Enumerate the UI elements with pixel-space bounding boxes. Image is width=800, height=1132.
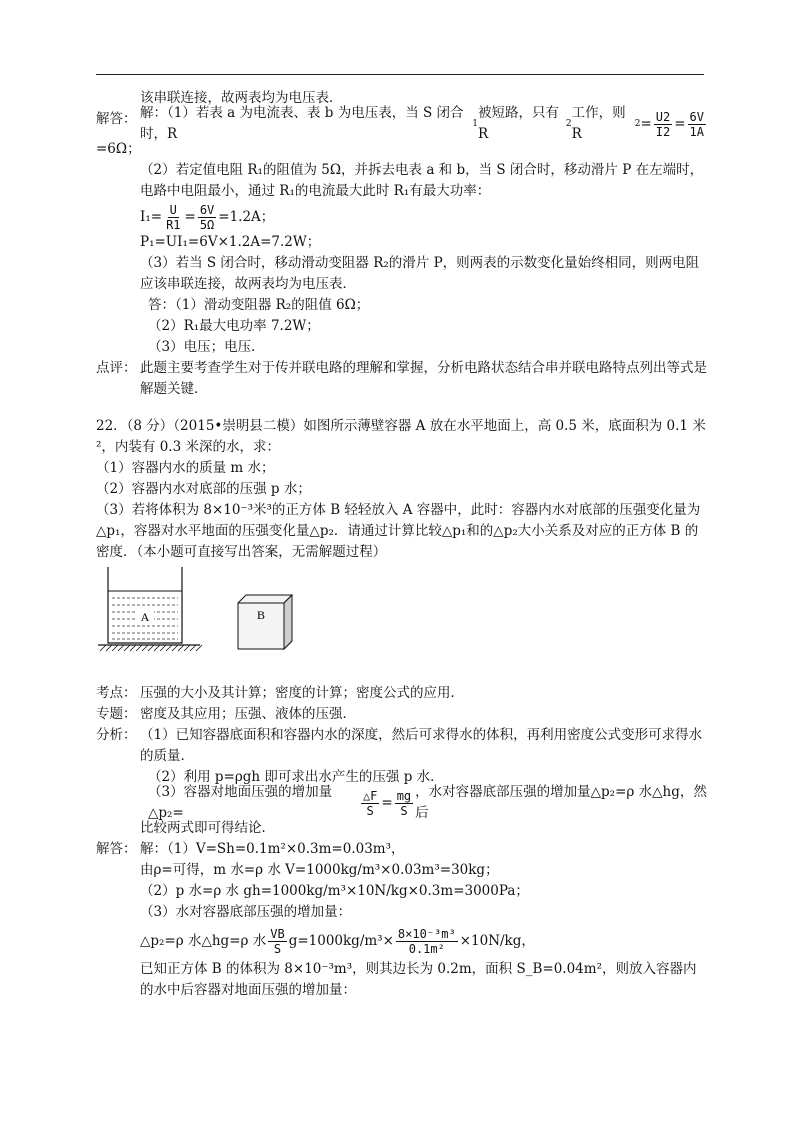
solution2-line-4: （3）水对容器底部压强的增加量： [140,904,352,920]
problem-q1: （1）容器内水的质量 m 水； [96,460,275,476]
fraction-6v-1a: $\frac{6V}{1A}$ [689,109,704,139]
fenxi-row: 分析： （1）已知容器底面积和容器内水的深度，然后可求得水的体积，再利用密度公式变形可求得水的质量． [96,727,703,764]
solution2-line-2: 由ρ=可得，m 水=ρ 水 V=1000kg/m³×0.03m³=30kg； [140,862,499,878]
problem-q2: （2）容器内水对底部的压强 p 水； [96,481,311,497]
solution-line-1: 解：（1）若表 a 为电流表、表 b 为电压表，当 S 闭合时，R 1 被短路，只有 R 2 工作，则 R 2 = $\frac{U2}{I2}$ = $\frac{6V}{1A}$ [140,105,704,142]
problem-q3: （3）若将体积为 8×10⁻³米³的正方体 B 轻轻放入 A 容器中，此时：容器内水对底部的压强变化量为△p₁，容器对水平地面的压强变化量△p₂．请通过计算比较△p₁和的△p₂大小关系及对应的正方体 B 的密度．（本小题可直接写出答案，无需解题过程） [96,502,701,560]
answer-3: （3）电压；电压． [148,339,265,355]
cube-b-label: B [257,608,266,622]
comment-section [96,358,708,400]
solution2-line-6: 已知正方体 B 的体积为 8×10⁻³m³，则其边长为 0.2m，面积 S_B=0.04m²，则放入容器内的水中后容器对地面压强的增加量： [140,961,697,998]
fraction-df-s: $\frac{\triangle F}{S}$ [362,788,378,818]
solution2-line-5: △p₂=ρ 水△hg=ρ 水 $\frac{VB}{S}$ g=1000kg/m³× $\frac{\text{8×10⁻³m³}}{\text{0.1m²}}$ ×10N/kg， [140,926,535,956]
solution-label: 解答： [96,111,137,127]
fraction-u-r1: $\frac{U}{R1}$ [166,202,181,232]
zhuanti-row: 专题： 密度及其应用；压强、液体的压强． [96,706,356,722]
fenxi-line-4: 比较两式即可得结论． [140,820,275,836]
fenxi-line-3: （3）容器对地面压强的增加量△p₂= $\frac{\triangle F}{S}$ = $\frac{mg}{S}$ ，水对容器底部压强的增加量△p₂=ρ 水△hg，然后 [148,784,707,821]
fraction-u2-i2: $\frac{U2}{I2}$ [655,109,671,139]
current-formula: I₁= $\frac{U}{R1}$ = $\frac{6V}{5\Omega}$ =1.2A； [140,202,275,232]
problem-stem: 22．（8 分）（2015•崇明县二模）如图所示薄壁容器 A 放在水平地面上，高 0.5 米，底面积为 0.1 米²，内装有 0.3 米深的水，求： [96,418,706,455]
document-body [96,88,708,1001]
comment-text: 此题主要考查学生对于传并联电路的理解和掌握，分析电路状态结合串并联电路特点列出等式是解题关键． [140,360,707,397]
answer-1: 答：（1）滑动变阻器 R₂的阻值 6Ω； [148,297,370,313]
comment-label: 点评： [96,360,137,376]
fraction-vb-s: $\frac{VB}{S}$ [270,926,285,956]
answer-2: （2）R₁最大电功率 7.2W； [148,318,320,334]
solution-line-3: （2）若定值电阻 R₁的阻值为 5Ω，并拆去电表 a 和 b，当 S 闭合时，移动滑片 P 在左端时，电路中电阻最小，通过 R₁的电流最大此时 R₁有最大功率： [140,162,704,199]
solution-line-2: =6Ω； [96,141,141,157]
fraction-8e-3-0.1: $\frac{\text{8×10⁻³m³}}{\text{0.1m²}}$ [397,926,456,956]
solution-line-4: （3）若当 S 闭合时，移动滑动变阻器 R₂的滑片 P，则两表的示数变化量始终相同，则两电阻应该串联连接，故两表均为电压表． [140,255,700,292]
kaodian-row: 考点： 压强的大小及其计算；密度的计算；密度公式的应用． [96,685,464,701]
fenxi-line-2: （2）利用 p=ρgh 即可求出水产生的压强 p 水． [148,769,444,785]
solution-section-2: 解答： 解：（1）V=Sh=0.1m²×0.3m=0.03m³， [96,841,405,857]
power-formula: P₁=UI₁=6V×1.2A=7.2W； [140,234,321,250]
problem-figure [96,563,708,683]
solution2-line-3: （2）p 水=ρ 水 gh=1000kg/m³×10N/kg×0.3m=3000Pa； [140,883,529,899]
fraction-mg-s: $\frac{mg}{S}$ [396,788,412,818]
header-rule [96,74,704,75]
fraction-6v-5ohm: $\frac{6V}{5\Omega}$ [199,202,215,232]
ground-hatch [98,645,202,651]
container-a [108,567,182,643]
container-diagram [96,563,396,673]
container-a-label: A [140,610,150,624]
cube-b [238,595,292,649]
carryover-text: 该串联连接，故两表均为电压表． [140,90,343,106]
solution-section-1 [96,105,708,142]
